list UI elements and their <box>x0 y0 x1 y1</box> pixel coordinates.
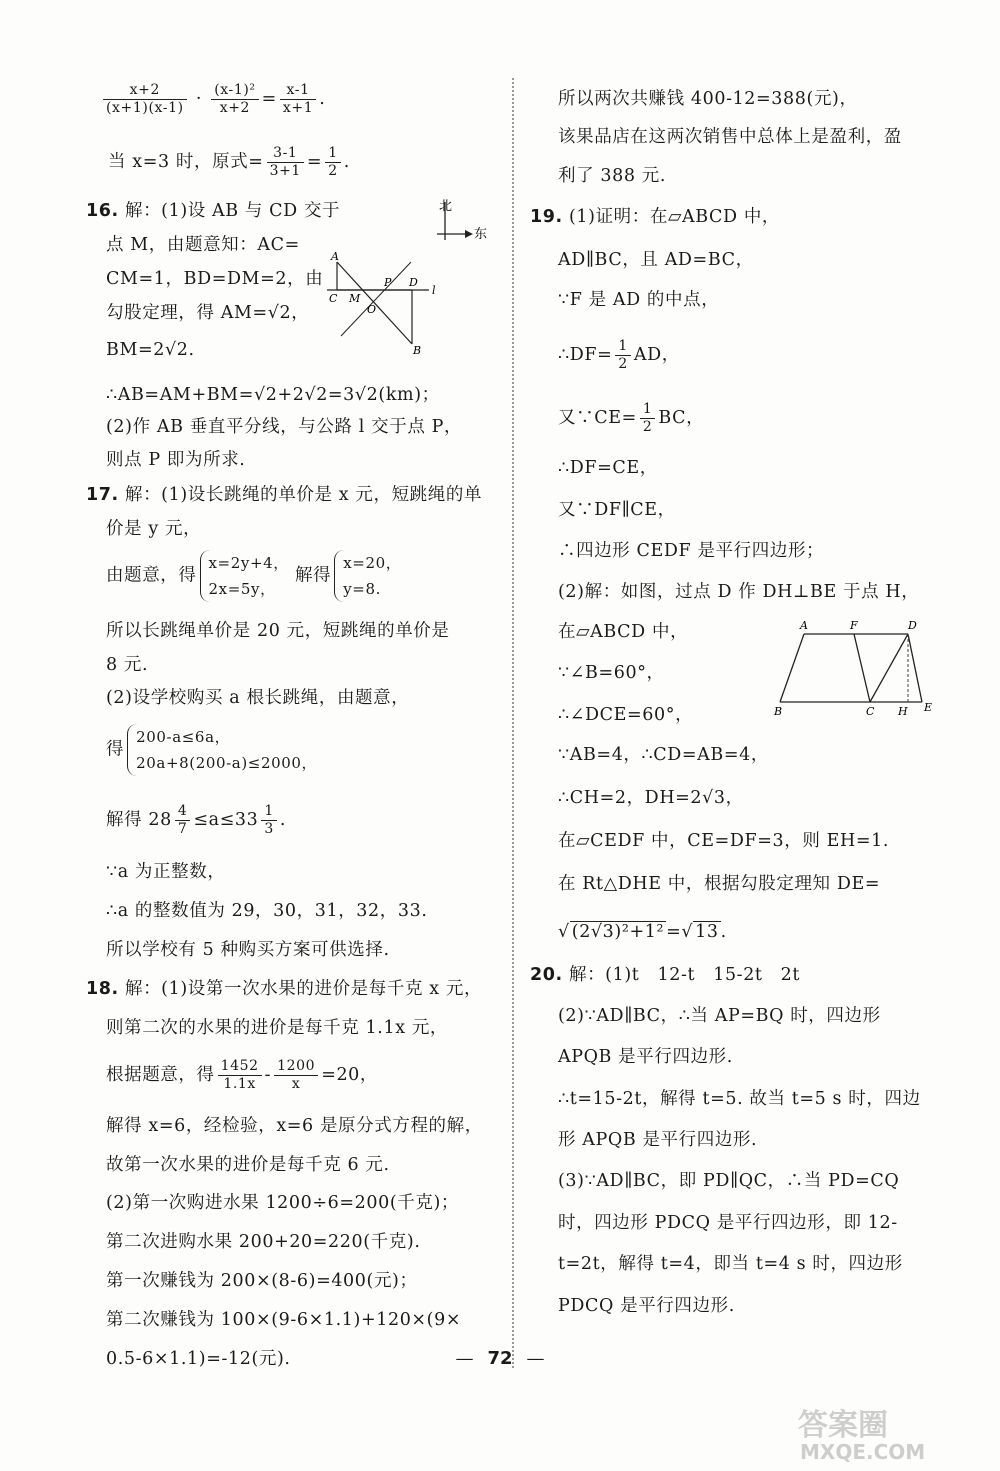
question-18-line: 18. 解：(1)设第一次水果的进价是每千克 x 元， <box>86 979 483 999</box>
point-h-label: H <box>898 705 908 718</box>
text-line: 所以学校有 5 种购买方案可供选择. <box>106 940 390 960</box>
text-line: (2)∵AD∥BC，∴当 AP=BQ 时，四边形 <box>558 1006 881 1026</box>
text-line: 第二次赚钱为 100×(9-6×1.1)+120×(9× <box>106 1310 462 1330</box>
side-de <box>908 634 922 702</box>
fraction: $\frac{x+2}{(x+1)(x-1)}$ <box>103 82 187 117</box>
fraction: $\frac{3-1}{3+1}$ <box>267 145 304 180</box>
text-line: BM=2√2. <box>106 340 195 360</box>
text-line: 时，四边形 PDCQ 是平行四边形，即 12- <box>558 1213 898 1233</box>
q19-parallelogram-diagram <box>772 618 942 718</box>
point-c-label: C <box>866 705 875 718</box>
fraction: $\frac{4}{7}$ <box>175 803 191 838</box>
text-line: (2)作 AB 垂直平分线，与公路 l 交于点 P， <box>106 417 463 437</box>
text-line: ∴DF=CE， <box>558 458 658 478</box>
question-number: 17. <box>86 485 119 505</box>
text-line: ∴∠DCE=60°， <box>558 705 694 725</box>
text-line: ∵a 为正整数， <box>106 862 226 882</box>
radical: 13 <box>695 922 719 942</box>
text-line: 又∵DF∥CE， <box>558 500 676 520</box>
east-label: 东 <box>474 227 488 242</box>
question-number: 20. <box>530 965 563 985</box>
point-b-label: B <box>774 705 783 718</box>
q16-diagram <box>325 198 490 358</box>
text-line: 利了 388 元. <box>558 166 666 186</box>
text-line: ∴t=15-2t，解得 t=5. 故当 t=5 s 时，四边 <box>558 1089 921 1109</box>
radical: (2√3)²+1² <box>571 922 665 942</box>
text-line: 则第二次的水果的进价是每千克 1.1x 元， <box>106 1018 449 1038</box>
road-label: l <box>432 284 436 297</box>
point-e-label: E <box>924 701 933 714</box>
fraction: $\frac{1}{2}$ <box>640 401 656 436</box>
question-number: 19. <box>530 207 563 227</box>
page-number: 72 <box>487 1348 513 1369</box>
question-20-line: 20. 解：(1)t 12-t 15-2t 2t <box>530 965 801 985</box>
text-line: (3)∵AD∥BC，即 PD∥QC，∴当 PD=CQ <box>558 1171 900 1191</box>
point-d-label: D <box>409 276 418 289</box>
fraction: $\frac{1}{2}$ <box>325 145 341 180</box>
text-line: 解得 x=6，经检验，x=6 是原分式方程的解， <box>106 1116 483 1136</box>
inequality-system-line: 得 200-a≤6a， 20a+8(200-a)≤2000， <box>100 724 317 776</box>
text-line: 勾股定理，得 AM=√2， <box>106 303 310 323</box>
text-line: 在 Rt△DHE 中，根据勾股定理知 DE= <box>558 874 881 894</box>
text-line: 在▱ABCD 中， <box>558 622 689 642</box>
point-m-label: M <box>349 292 361 305</box>
fraction: $\frac{1200}{x}$ <box>274 1058 318 1093</box>
equation-system: x=2y+4， 2x=5y， <box>200 550 289 602</box>
text-line: (2)设学校购买 a 根长跳绳，由题意， <box>106 688 410 708</box>
question-16-line: 16. 解：(1)设 AB 与 CD 交于 <box>86 201 341 221</box>
side-ab <box>780 634 804 702</box>
page-footer: — 72 — <box>455 1348 545 1369</box>
side-cd <box>870 634 908 702</box>
text-line: t=2t，解得 t=4，即当 t=4 s 时，四边形 <box>558 1254 903 1274</box>
text-line: ∴AB=AM+BM=√2+2√2=3√2(km)； <box>106 385 440 405</box>
point-d-label: D <box>908 619 917 632</box>
text-line: $\frac{x+2}{(x+1)(x-1)}$ · $\frac{\text{(x-1)²}}{x+2}$ = $\frac{x-1}{x+1}$ . <box>100 82 325 117</box>
side-fc <box>854 634 870 702</box>
text-line: ∴四边形 CEDF 是平行四边形； <box>558 541 825 561</box>
text-line: 点 M，由题意知：AC= <box>106 235 300 255</box>
point-o-label: O <box>367 303 377 316</box>
text-line: 价是 y 元， <box>106 519 202 539</box>
solution-system: x=20， y=8. <box>334 550 401 602</box>
point-c-label: C <box>329 292 338 305</box>
text-line: 所以两次共赚钱 400-12=388(元)， <box>558 89 858 109</box>
text-line: 8 元. <box>106 655 149 675</box>
text-line: AD∥BC，且 AD=BC， <box>558 250 754 270</box>
text-line: 该果品店在这两次销售中总体上是盈利，盈 <box>558 127 902 147</box>
point-b-label: B <box>413 344 422 357</box>
point-p-label: P <box>384 276 392 289</box>
text-line: 第一次赚钱为 200×(8-6)=400(元)； <box>106 1271 418 1291</box>
text-line: 0.5-6×1.1)=-12(元). <box>106 1349 291 1369</box>
east-arrowhead <box>465 230 473 238</box>
question-19-line: 19. (1)证明：在▱ABCD 中， <box>530 207 781 227</box>
text-line: CM=1，BD=DM=2，由 <box>106 269 324 289</box>
text-line: √ (2√3)²+1² =√ 13 . <box>558 922 727 942</box>
text-line: ∵∠B=60°， <box>558 663 665 683</box>
text-line: 形 APQB 是平行四边形. <box>558 1130 758 1150</box>
fraction: $\frac{1}{3}$ <box>261 803 277 838</box>
svg-text:MXQE.COM: MXQE.COM <box>800 1440 926 1464</box>
text-line: ∴a 的整数值为 29，30，31，32，33. <box>106 901 428 921</box>
text-line: 第二次进购水果 200+20=220(千克). <box>106 1232 421 1252</box>
point-a-label: A <box>800 619 808 632</box>
text-line: ∵AB=4，∴CD=AB=4， <box>558 745 769 765</box>
svg-text:答案圈: 答案圈 <box>798 1408 888 1443</box>
text-line: 则点 P 即为所求. <box>106 450 246 470</box>
question-number: 16. <box>86 201 119 221</box>
text-line: ∵F 是 AD 的中点， <box>558 290 720 310</box>
text-line: (2)第一次购进水果 1200÷6=200(千克)； <box>106 1193 460 1213</box>
text-line: 当 x=3 时，原式= $\frac{3-1}{3+1}$ = $\frac{1}{2}$ . <box>108 145 350 179</box>
equation-system-line: 由题意，得 x=2y+4， 2x=5y， 解得 x=20， y=8. <box>100 550 401 602</box>
text-line: 故第一次水果的进价是每千克 6 元. <box>106 1155 390 1175</box>
text-line: 在▱CEDF 中，CE=DF=3，则 EH=1. <box>558 831 890 851</box>
text-line: 又∵CE= $\frac{1}{2}$ BC， <box>558 401 705 435</box>
north-label: 北 <box>439 199 453 214</box>
fraction: $\frac{1452}{1.1x}$ <box>218 1058 262 1093</box>
point-f-label: F <box>850 619 858 632</box>
text-line: 解得 28 $\frac{4}{7}$ ≤a≤33 $\frac{1}{3}$ . <box>106 803 287 837</box>
text-line: (2)解：如图，过点 D 作 DH⊥BE 于点 H， <box>558 582 920 602</box>
text-line: PDCQ 是平行四边形. <box>558 1296 735 1316</box>
text-line: APQB 是平行四边形. <box>558 1047 733 1067</box>
question-17-line: 17. 解：(1)设长跳绳的单价是 x 元，短跳绳的单 <box>86 485 483 505</box>
inequality-system: 200-a≤6a， 20a+8(200-a)≤2000， <box>127 724 317 776</box>
text-line: ∴CH=2，DH=2√3， <box>558 788 744 808</box>
column-divider <box>512 78 514 1368</box>
fraction: $\frac{1}{2}$ <box>615 338 631 373</box>
text-line: 所以长跳绳单价是 20 元，短跳绳的单价是 <box>106 621 450 641</box>
text-line: ∴DF= $\frac{1}{2}$ AD， <box>558 338 680 372</box>
point-a-label: A <box>331 250 339 263</box>
watermark-logo <box>788 1405 978 1465</box>
text-line: 根据题意，得 $\frac{1452}{1.1x}$ - $\frac{1200}{x}$ =20， <box>106 1058 379 1092</box>
fraction: $\frac{x-1}{x+1}$ <box>280 82 316 117</box>
question-number: 18. <box>86 979 119 999</box>
fraction: $\frac{\text{(x-1)²}}{x+2}$ <box>211 82 258 117</box>
